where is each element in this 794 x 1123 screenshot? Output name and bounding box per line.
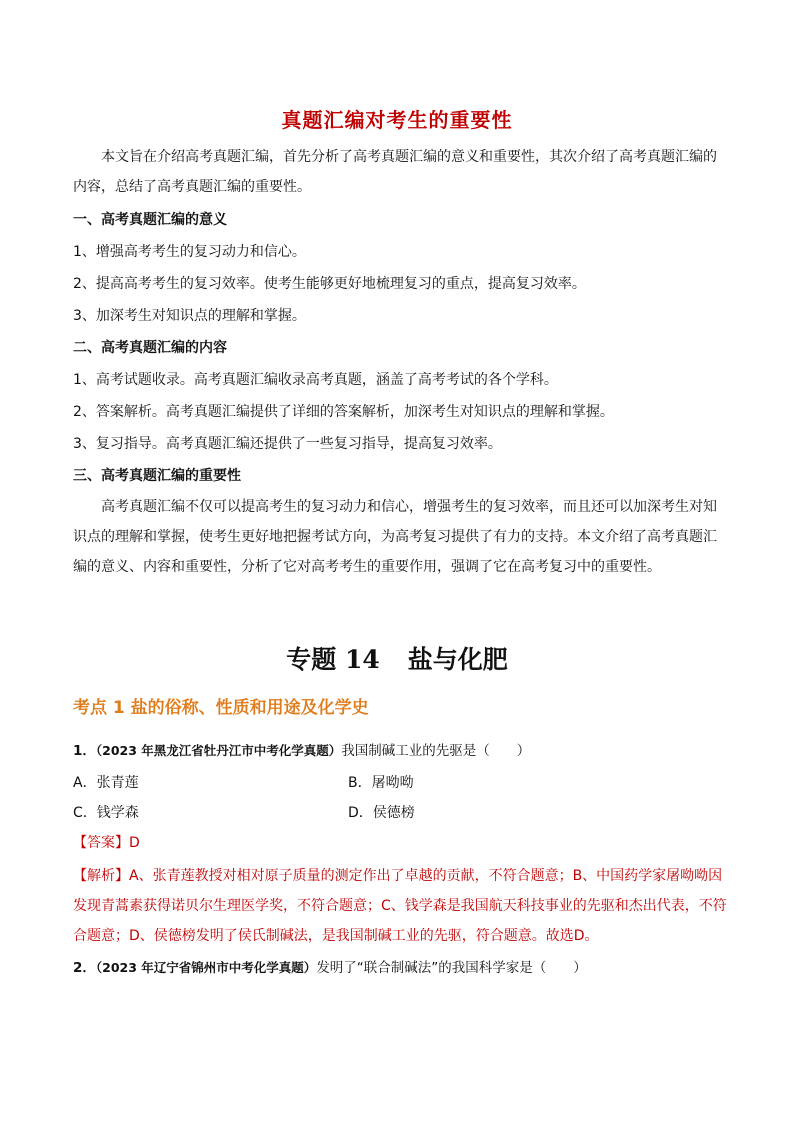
section3-body: 高考真题汇编不仅可以提高考生的复习动力和信心，增强考生的复习效率，而且还可以加深考生对知识点的理解和掌握，使考生更好地把握考试方向，为高考复习提供了有力的支持。本文介绍了高考真题汇编的意义、内容和重要性，分析了它对高考考生的重要作用，强调了它在高考复习中的重要性。 xyxy=(73,499,717,575)
section1-heading: 一、高考真题汇编的意义 xyxy=(73,212,227,228)
question-2-number: 2． xyxy=(73,960,96,976)
question-1-option-a: A．张青莲 xyxy=(73,775,139,791)
section2-item-3: 3、复习指导。高考真题汇编还提供了一些复习指导，提高复习效率。 xyxy=(73,436,502,452)
topic-title xyxy=(0,640,794,676)
question-1-source: （2023 年黑龙江省牡丹江市中考化学真题） xyxy=(95,743,342,758)
question-1-option-d: D．侯德榜 xyxy=(348,805,415,821)
intro-paragraph: 本文旨在介绍高考真题汇编，首先分析了高考真题汇编的意义和重要性，其次介绍了高考真题汇编的内容，总结了高考真题汇编的重要性。 xyxy=(73,149,717,195)
section3-heading: 三、高考真题汇编的重要性 xyxy=(73,468,241,484)
answer-label: 【答案】 xyxy=(73,835,129,851)
section2-heading: 二、高考真题汇编的内容 xyxy=(73,340,227,356)
section2-item-2: 2、答案解析。高考真题汇编提供了详细的答案解析，加深考生对知识点的理解和掌握。 xyxy=(73,404,614,420)
exam-point-title: 考点 1 盐的俗称、性质和用途及化学史 xyxy=(73,698,369,718)
document-title: 真题汇编对考生的重要性 xyxy=(281,108,513,132)
answer-value: D xyxy=(129,835,140,851)
question-1-answer xyxy=(73,833,140,853)
question-1-analysis xyxy=(73,861,727,951)
analysis-label: 【解析】 xyxy=(73,868,129,884)
question-1-stem xyxy=(73,741,530,761)
question-1-option-c: C．钱学森 xyxy=(73,805,139,821)
question-2-text: 发明了“联合制碱法”的我国科学家是（ ） xyxy=(316,960,587,976)
question-1-option-b: B．屠呦呦 xyxy=(348,775,414,791)
topic-name: 盐与化肥 xyxy=(407,645,508,674)
topic-number: 专题 14 xyxy=(286,645,380,674)
question-2-stem xyxy=(73,958,587,978)
question-1-number: 1． xyxy=(73,743,96,759)
section2-item-1: 1、高考试题收录。高考真题汇编收录高考真题，涵盖了高考考试的各个学科。 xyxy=(73,372,558,388)
analysis-text: A、张青莲教授对相对原子质量的测定作出了卓越的贡献，不符合题意；B、中国药学家屠呦呦因发现青蒿素获得诺贝尔生理医学奖，不符合题意；C、钱学森是我国航天科技事业的先驱和杰出代表，不符合题意；D、侯德榜发明了侯氏制碱法，是我国制碱工业的先驱，符合题意。故选D。 xyxy=(73,868,727,944)
section1-item-1: 1、增强高考考生的复习动力和信心。 xyxy=(73,244,306,260)
section1-item-2: 2、提高高考考生的复习效率。使考生能够更好地梳理复习的重点，提高复习效率。 xyxy=(73,276,586,292)
question-2-source: （2023 年辽宁省锦州市中考化学真题） xyxy=(95,960,317,975)
question-1-text: 我国制碱工业的先驱是（ ） xyxy=(341,743,531,759)
section1-item-3: 3、加深考生对知识点的理解和掌握。 xyxy=(73,308,306,324)
